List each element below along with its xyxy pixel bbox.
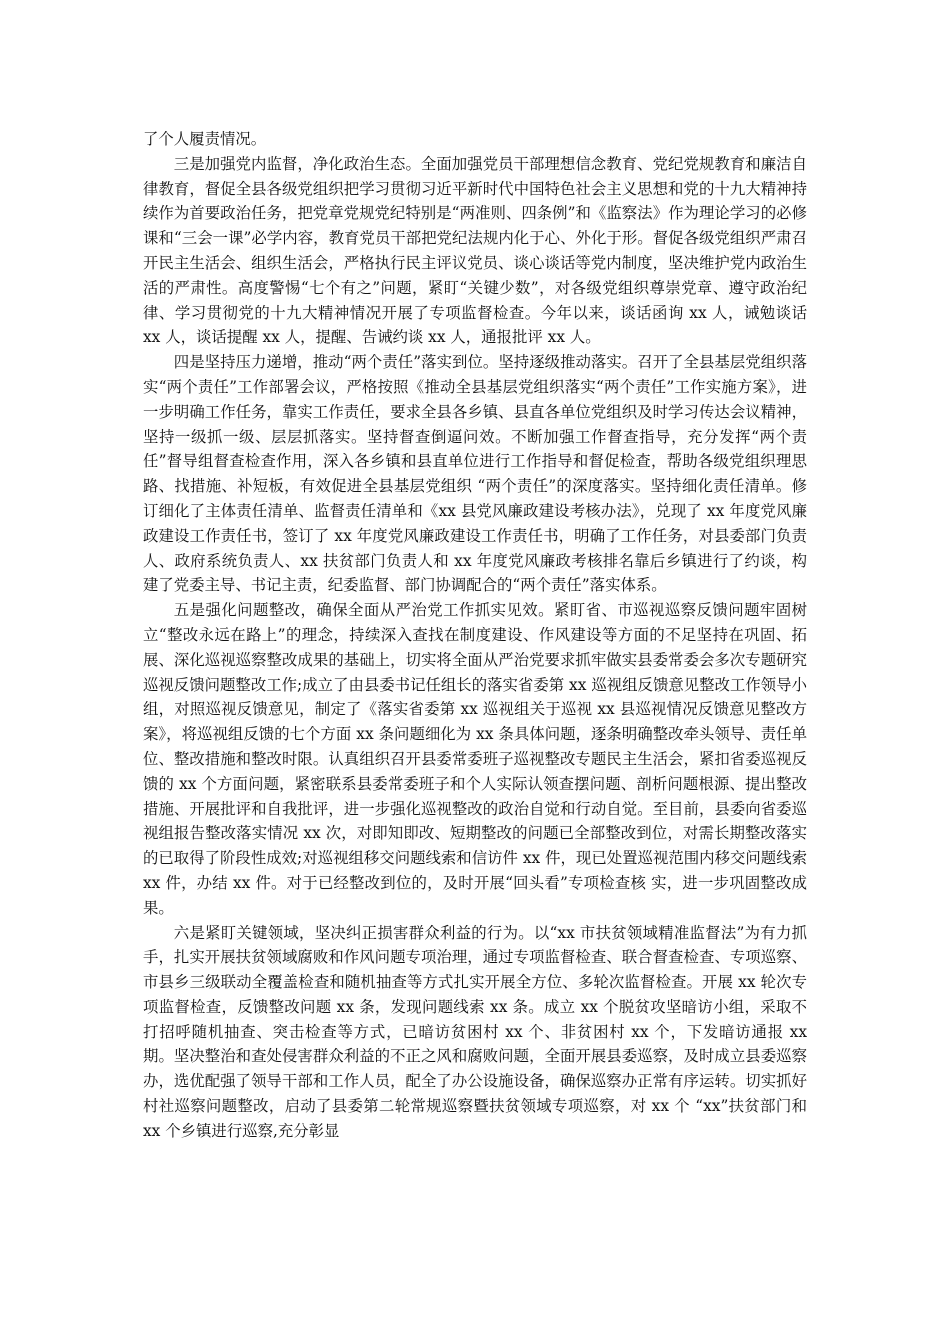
paragraph-two-responsibilities: 四是坚持压力递增，推动“两个责任”落实到位。坚持逐级推动落实。召开了全县基层党组织落实“两个责任”工作部署会议，严格按照《推动全县基层党组织落实“两个责任”工作实施方案》，进一步明确工作任务，靠实工作责任，要求全县各乡镇、县直各单位党组织及时学习传达会议精神，坚持一级抓一级、层层抓落实。坚持督查倒逼问效。不断加强工作督查指导，充分发挥“两个责任”督导组督查检查作用，深入各乡镇和县直单位进行工作指导和督促检查，帮助各级党组织理思路、找措施、补短板，有效促进全县基层党组织 “两个责任”的深度落实。坚持细化责任清单。修订细化了主体责任清单、监督责任清单和《xx 县党风廉政建设考核办法》，兑现了 xx 年度党风廉政建设工作责任书，签订了 xx 年度党风廉政建设工作责任书，明确了工作任务，对县委部门负责人、政府系统负责人、xx 扶贫部门负责人和 xx 年度党风廉政考核排名靠后乡镇进行了约谈，构建了党委主导、书记主责，纪委监督、部门协调配合的“两个责任”落实体系。 <box>143 353 807 595</box>
paragraph-problem-rectification: 五是强化问题整改，确保全面从严治党工作抓实见效。紧盯省、市巡视巡察反馈问题牢固树立“整改永远在路上”的理念，持续深入查找在制度建设、作风建设等方面的不足坚持在巩固、拓展、深化巡视巡察整改成果的基础上，切实将全面从严治党要求抓牢做实县委常委会多次专题研究巡视反馈问题整改工作;成立了由县委书记任组长的落实省委第 xx 巡视组反馈意见整改工作领导小组，对照巡视反馈意见，制定了《落实省委第 xx 巡视组关于巡视 xx 县巡视情况反馈意见整改方案》，将巡视组反馈的七个方面 xx 条问题细化为 xx 条具体问题，逐条明确整改牵头领导、责任单位、整改措施和整改时限。认真组织召开县委常委班子巡视整改专题民主生活会，紧扣省委巡视反馈的 xx 个方面问题，紧密联系县委常委班子和个人实际认领查摆问题、剖析问题根源、提出整改措施、开展批评和自我批评，进一步强化巡视整改的政治自觉和行动自觉。至目前，县委向省委巡视组报告整改落实情况 xx 次，对即知即改、短期整改的问题已全部整改到位，对需长期整改落实的已取得了阶段性成效;对巡视组移交问题线索和信访件 xx 件，现已处置巡视范围内移交问题线索 xx 件，办结 xx 件。对于已经整改到位的，及时开展“回头看”专项检查核 实，进一步巩固整改成果。 <box>143 601 807 917</box>
document-body <box>143 127 807 1144</box>
paragraph-key-areas: 六是紧盯关键领域，坚决纠正损害群众利益的行为。以“xx 市扶贫领域精准监督法”为有力抓手，扎实开展扶贫领域腐败和作风问题专项治理，通过专项监督检查、联合督查检查、专项巡察、市县乡三级联动全覆盖检查和随机抽查等方式扎实开展全方位、多轮次监督检查。开展 xx 轮次专项监督检查，反馈整改问题 xx 条，发现问题线索 xx 条。成立 xx 个脱贫攻坚暗访小组，采取不打招呼随机抽查、突击检查等方式，已暗访贫困村 xx 个、非贫困村 xx 个，下发暗访通报 xx 期。坚决整治和查处侵害群众利益的不正之风和腐败问题，全面开展县委巡察，及时成立县委巡察办，选优配强了领导干部和工作人员，配全了办公设施设备，确保巡察办正常有序运转。切实抓好村社巡察问题整改，启动了县委第二轮常规巡察暨扶贫领域专项巡察，对 xx 个 “xx”扶贫部门和 xx 个乡镇进行巡察,充分彰显 <box>143 923 807 1140</box>
paragraph-continuation: 了个人履责情况。 <box>143 130 267 148</box>
paragraph-party-supervision: 三是加强党内监督，净化政治生态。全面加强党员干部理想信念教育、党纪党规教育和廉洁自律教育，督促全县各级党组织把学习贯彻习近平新时代中国特色社会主义思想和党的十九大精神持续作为首要政治任务，把党章党规党纪特别是“两准则、四条例”和《监察法》作为理论学习的必修课和“三会一课”必学内容，教育党员干部把党纪法规内化于心、外化于形。督促各级党组织严肃召开民主生活会、组织生活会，严格执行民主评议党员、谈心谈话等党内制度，坚决维护党内政治生活的严肃性。高度警惕“七个有之”问题，紧盯“关键少数”，对各级党组织尊崇党章、遵守政治纪律、学习贯彻党的十九大精神情况开展了专项监督检查。今年以来，谈话函询 xx 人，诫勉谈话 xx 人，谈话提醒 xx 人，提醒、告诫约谈 xx 人，通报批评 xx 人。 <box>143 154 807 347</box>
